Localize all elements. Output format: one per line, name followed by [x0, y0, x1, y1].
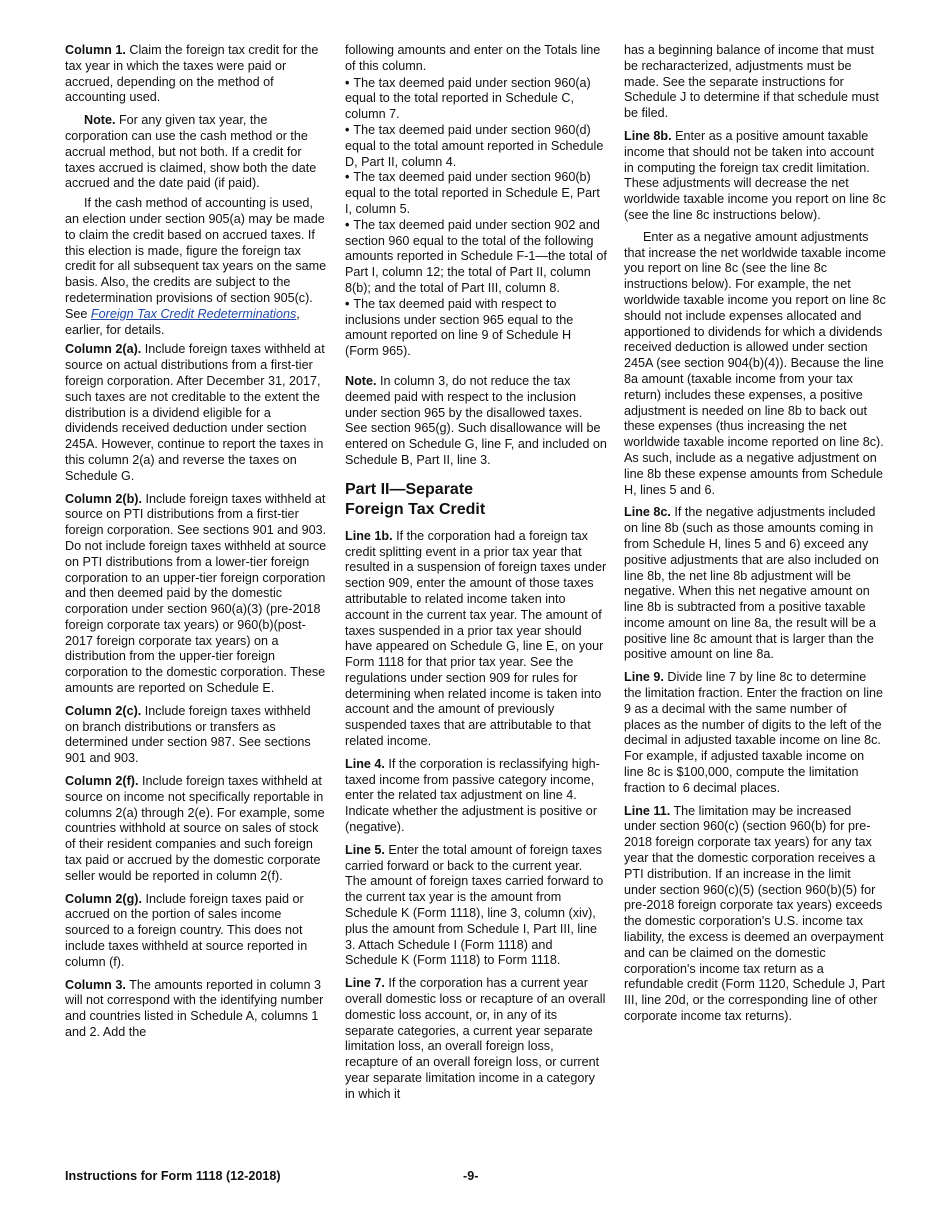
list-item-text: The tax deemed paid under section 960(b) equal to the total reported in Schedule E, Part I, column 5.	[345, 170, 600, 216]
note-label: Note.	[84, 113, 116, 128]
section-heading-line-1: Part II—Separate	[345, 480, 474, 498]
note-text: For any given tax year, the corporation can use the cash method or the accrual method, but not both. If a credit for taxes accrued is claimed, show both the date accrued and the date paid (if paid).	[65, 113, 317, 191]
column-2g-paragraph	[65, 892, 327, 971]
column-2b-paragraph	[65, 492, 327, 697]
column-1-label: Column 1.	[65, 43, 126, 57]
line-7-paragraph	[345, 976, 607, 1102]
line-4-text: If the corporation is reclassifying high-taxed income from passive category income, enter the related tax adjustment on line 4. Indicate whether the adjustment is positive or (negative).	[345, 756, 600, 835]
line-8b-paragraph	[624, 129, 886, 224]
list-item-text: The tax deemed paid under section 960(a) equal to the total reported in Schedule C, column 7.	[345, 75, 591, 122]
column-3-paragraph	[65, 978, 327, 1041]
column-2f-paragraph	[65, 774, 327, 885]
list-item	[345, 170, 607, 217]
cash-method-text-end: , earlier, for details.	[65, 306, 300, 337]
line-7-text: If the corporation has a current year overall domestic loss or recapture of an overall domestic loss account, or, in any of its separate categories, a current year separate limitation loss, an overall foreign loss, recapture of an overall foreign loss, or current year separate limitation income in a category in which it	[345, 976, 606, 1101]
line-11-paragraph	[624, 804, 886, 1025]
note-paragraph	[345, 374, 607, 469]
line-8c-label: Line 8c.	[624, 505, 671, 520]
column-2g-text: Include foreign taxes paid or accrued on the portion of sales income sourced to a foreign country. This does not include taxes withheld at source reported in column (f).	[65, 891, 308, 969]
note-text: In column 3, do not reduce the tax deemed paid with respect to the inclusion under section 965 by the disallowed taxes. See section 965(g). Such disallowance will be entered on Schedule G, line F, and included on Schedule B, Part II, line 3.	[345, 373, 607, 467]
column-1-text: Claim the foreign tax credit for the tax year in which the taxes were paid or accrued, depending on the method of accounting used.	[65, 43, 319, 105]
column-2a-paragraph	[65, 342, 327, 484]
column-2c-label: Column 2(c).	[65, 703, 142, 718]
bullet-icon: •	[345, 170, 350, 185]
list-item	[345, 297, 607, 360]
section-heading-line-2: Foreign Tax Credit	[345, 500, 486, 518]
column-2a-label: Column 2(a).	[65, 342, 142, 357]
list-item-text: The tax deemed paid with respect to inclusions under section 965 equal to the amount reported on line 9 of Schedule H (Form 965).	[345, 296, 574, 359]
line-1b-paragraph	[345, 529, 607, 750]
column-2c-text: Include foreign taxes withheld on branch distributions or transfers as determined under section 987. See sections 901 and 903.	[65, 703, 311, 766]
column-right	[624, 43, 886, 1032]
line-1b-label: Line 1b.	[345, 528, 393, 543]
column-2g-label: Column 2(g).	[65, 891, 142, 906]
column-left	[65, 43, 327, 1048]
cash-method-text: If the cash method of accounting is used, an election under section 905(a) may be made to claim the credit based on accrued taxes. If this election is made, figure the foreign tax credit for all subsequent tax years on the same basis. Also, the credits are subject to the redetermination provisions of section 905(c). See	[65, 196, 327, 321]
column-2a-text: Include foreign taxes withheld at source on actual distributions from a first-tier foreign corporation. After December 31, 2017, such taxes are not creditable to the extent the distribution is a dividend eligible for a dividends received deduction under section 245A. However, continue to report the taxes in this column 2(a) and reverse the taxes on Schedule G.	[65, 342, 325, 483]
line-4-label: Line 4.	[345, 756, 385, 771]
foreign-tax-credit-redeterminations-link[interactable]: Foreign Tax Credit Redeterminations	[90, 306, 297, 321]
bullet-icon: •	[345, 122, 350, 137]
footer-form-title: Instructions for Form 1118 (12-2018)	[65, 1169, 281, 1183]
line-11-text: The limitation may be increased under section 960(c) (section 960(b) for pre-2018 foreign corporate tax years) for any tax year that the domestic corporation receives a PTI distribution. If an increase in the limit under section 960(c)(5) (section 960(b)(5) for pre-2018 foreign corporate tax years) exceeds the domestic corporation's U.S. income tax liability, the excess is deemed an overpayment and can be claimed on the domestic corporation's income tax return as a refundable credit (Form 1120, Schedule J, Part III, line 20d, or the corresponding line of other corporate income tax returns).	[624, 803, 885, 1024]
column-2f-label: Column 2(f).	[65, 774, 139, 789]
bullet-icon: •	[345, 217, 350, 232]
line-7-label: Line 7.	[345, 976, 385, 991]
list-item	[345, 76, 607, 123]
bullet-icon: •	[345, 75, 350, 90]
list-item-text: The tax deemed paid under section 960(d) equal to the total amount reported in Schedule D, Part II, column 4.	[345, 122, 604, 169]
column-2b-label: Column 2(b).	[65, 491, 142, 506]
note-paragraph	[65, 113, 327, 192]
totals-intro: following amounts and enter on the Totals line of this column.	[345, 43, 601, 73]
section-heading	[345, 480, 607, 520]
bullet-icon: •	[345, 296, 350, 311]
line-4-paragraph	[345, 757, 607, 836]
line-8b-negative-paragraph: Enter as a negative amount adjustments that increase the net worldwide taxable income you report on line 8c (see the line 8c instructions below). For example, the net worldwide taxable income you report on line 8c should not include expenses allocated and apportioned to dividends for which a dividends received deduction is allowed under section 245A (see section 904(b)(4)). Because the line 8a amount (taxable income from your tax return) includes these expenses, a positive adjustment is needed on line 8b to back out these expenses (thus increasing the net worldwide taxable income reported on line 8c). As such, include as a negative adjustment on line 8b these expense amounts from Schedule H, lines 5 and 6.	[624, 229, 886, 497]
line-8b-label: Line 8b.	[624, 128, 672, 143]
line-9-paragraph	[624, 670, 886, 796]
cash-method-paragraph	[65, 196, 327, 338]
deemed-paid-list	[345, 76, 607, 360]
line-11-label: Line 11.	[624, 803, 671, 818]
column-middle	[345, 43, 607, 1110]
column-3-text: The amounts reported in column 3 will not correspond with the identifying number and countries listed in Schedule A, columns 1 and 2. Add the	[65, 977, 324, 1040]
list-item	[345, 218, 607, 297]
line-8b-text: Enter as a positive amount taxable income that should not be taken into account in computing the foreign tax credit limitation. These adjustments will decrease the net worldwide taxable income you report on line 8c (see the line 8c instructions below).	[624, 128, 886, 222]
line-5-text: Enter the total amount of foreign taxes carried forward or back to the current year. The amount of foreign taxes carried forward to the current tax year is the amount from Schedule K (Form 1118), line 3, column (xiv), plus the amount from Schedule I, Part III, line 3. Attach Schedule I (Form 1118) and Schedule K (Form 1118) to Form 1118.	[345, 842, 604, 968]
note-label: Note.	[345, 373, 377, 388]
column-1-paragraph	[65, 43, 327, 106]
line-5-label: Line 5.	[345, 842, 385, 857]
column-3-label: Column 3.	[65, 977, 126, 992]
line-1b-text: If the corporation had a foreign tax credit splitting event in a prior tax year that resulted in a suspension of foreign taxes under section 909, enter the amount of those taxes attributable to related income taken into account in the current tax year. The amount of taxes suspended in a prior tax year should have appeared on Schedule G, line E, on your Form 1118 for that prior tax year. See the regulations under section 909 for rules for determining when related income is taken into account and the amount of previously suspended taxes that are attributable to that related income.	[345, 528, 607, 749]
line-5-paragraph	[345, 843, 607, 969]
page-number: -9-	[463, 1169, 479, 1183]
column-2b-text: Include foreign taxes withheld at source on PTI distributions from a first-tier foreign corporation. See sections 901 and 903. Do not include foreign taxes withheld at source on PTI distributions from a lower-tier foreign corporation to an upper-tier foreign corporation and then deemed paid by the domestic corporation under section 960(a)(3) (pre-2018 foreign corporate tax years) or 960(b)(post-2017 foreign corporate tax years) on a distribution from the upper-tier foreign corporation to the domestic corporation. These amounts are reported on Schedule E.	[65, 491, 327, 696]
line-9-label: Line 9.	[624, 670, 664, 685]
column-2f-text: Include foreign taxes withheld at source on income not specifically reportable in columns 2(a) through 2(e). For example, some countries withhold at source on sales of stock of their resident companies and such foreign tax paid or accrued by the domestic corporate seller would be reported in column 2(f).	[65, 774, 325, 883]
list-item-text: The tax deemed paid under section 902 and section 960 equal to the total of the following amounts reported in Schedule F-1—the total of Part I, column 12; the total of Part II, column 8(b); and the total of Part III, column 8.	[345, 217, 607, 295]
column-2c-paragraph	[65, 704, 327, 767]
line-9-text: Divide line 7 by line 8c to determine the limitation fraction. Enter the fraction on line 9 as a decimal with the same number of places as the number of digits to the left of the decimal in adjusted taxable income on line 8c. For example, if adjusted taxable income on line 8c is $100,000, compute the limitation fraction to 6 decimal places.	[624, 670, 884, 795]
line-8c-paragraph	[624, 505, 886, 663]
list-item	[345, 123, 607, 170]
continued-paragraph: has a beginning balance of income that must be recharacterized, adjustments must be made. See the separate instructions for Schedule J to determine if that schedule must be filed.	[624, 43, 879, 121]
line-8c-text: If the negative adjustments included on line 8b (such as those amounts coming in from Schedule H, lines 5 and 6) exceed any positive adjustments that are also included on line 8b, the net line 8b adjustment will be negative. When this net negative amount on line 8b is subtracted from a positive taxable income amount on line 8a, the result will be a positive line 8c amount that is larger than the positive amount on line 8a.	[624, 505, 879, 662]
